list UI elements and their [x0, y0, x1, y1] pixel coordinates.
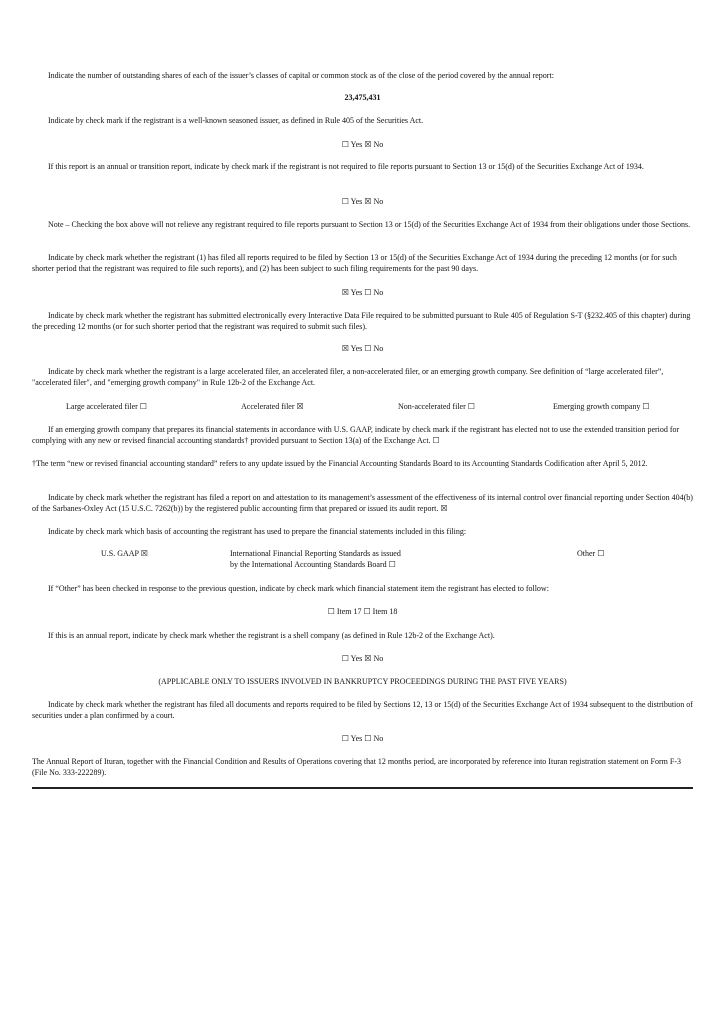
page-divider [32, 787, 693, 789]
us-gaap-option: U.S. GAAP ☒ [101, 549, 148, 558]
shell-company-answer: ☐ Yes ☒ No [341, 654, 384, 663]
wksi-answer: ☐ Yes ☒ No [341, 140, 384, 149]
wksi-question: Indicate by check mark if the registrant is a well-known seasoned issuer, as defined in Rule 405 of the Securities Act. [48, 116, 424, 125]
large-accelerated-filer-option: Large accelerated filer ☐ [66, 402, 147, 411]
interactive-data-answer: ☒ Yes ☐ No [341, 344, 384, 353]
ifrs-option [230, 548, 401, 570]
not-required-answer: ☐ Yes ☒ No [341, 197, 384, 206]
ifrs-option-line2: by the International Accounting Standards Board ☐ [230, 560, 396, 569]
note-paragraph: Note – Checking the box above will not relieve any registrant required to file reports pursuant to Section 13 or 15(d) of the Securities Exchange Act of 1934 from their obligations under those Sections. [48, 220, 691, 229]
filed-reports-question: Indicate by check mark whether the registrant (1) has filed all reports required to be filed by Section 13 or 15(d) of the Securities Exchange Act of 1934 during the preceding 12 months (or for such shorter period that the registrant was required to file such reports), and (2) has been subject to such filing requirements for the past 90 days. [32, 253, 677, 273]
footnote-paragraph: †The term “new or revised financial accounting standard” refers to any update issued by the Financial Accounting Standards Board to its Accounting Standards Codification after April 5, 2012. [32, 459, 648, 468]
item-election-answer: ☐ Item 17 ☐ Item 18 [327, 607, 398, 616]
other-basis-option: Other ☐ [577, 549, 605, 558]
ifrs-option-line1: International Financial Reporting Standards as issued [230, 549, 401, 558]
incorporation-paragraph: The Annual Report of Ituran, together with the Financial Condition and Results of Operations covering that 12 months period, are incorporated by reference into Ituran registration statement on Form F-3 (File No. 333-222289). [32, 757, 681, 777]
outstanding-shares-count: 23,475,431 [344, 93, 381, 102]
not-required-question: If this report is an annual or transition report, indicate by check mark if the registrant is not required to file reports pursuant to Section 13 or 15(d) of the Securities Exchange Act of 1934. [48, 162, 644, 171]
filed-reports-answer: ☒ Yes ☐ No [341, 288, 384, 297]
bankruptcy-answer: ☐ Yes ☐ No [341, 734, 384, 743]
filer-status-options [32, 401, 693, 425]
basis-question: Indicate by check mark which basis of accounting the registrant has used to prepare the financial statements included in this filing: [48, 527, 467, 536]
icfr-paragraph: Indicate by check mark whether the registrant has filed a report on and attestation to its management’s assessment of the effectiveness of its internal control over financial reporting under Section 404(b) of the Sarbanes-Oxley Act (15 U.S.C. 7262(b)) by the registered public accounting firm that prepared or issued its audit report. ☒ [32, 493, 693, 513]
bankruptcy-question: Indicate by check mark whether the registrant has filed all documents and reports required to be filed by Sections 12, 13 or 15(d) of the Securities Exchange Act of 1934 subsequent to the distribution of securities under a plan confirmed by a court. [32, 700, 693, 720]
item-election-question: If “Other” has been checked in response to the previous question, indicate by check mark which financial statement item the registrant has elected to follow: [48, 584, 549, 593]
shell-company-question: If this is an annual report, indicate by check mark whether the registrant is a shell company (as defined in Rule 12b-2 of the Exchange Act). [48, 631, 495, 640]
filer-status-question: Indicate by check mark whether the registrant is a large accelerated filer, an accelerated filer, a non-accelerated filer, or an emerging growth company. See definition of “large accelerated filer”, "accelerated filer", and "emerging growth company" in Rule 12b-2 of the Exchange Act. [32, 367, 664, 387]
bankruptcy-heading: (APPLICABLE ONLY TO ISSUERS INVOLVED IN BANKRUPTCY PROCEEDINGS DURING THE PAST FIVE YEARS) [158, 677, 567, 686]
interactive-data-question: Indicate by check mark whether the registrant has submitted electronically every Interactive Data File required to be submitted pursuant to Rule 405 of Regulation S-T (§232.405 of this chapter) during the preceding 12 months (or for such shorter period that the registrant was required to submit such files). [32, 311, 691, 331]
basis-options [32, 548, 693, 572]
egc-transition-paragraph: If an emerging growth company that prepares its financial statements in accordance with U.S. GAAP, indicate by check mark if the registrant has elected not to use the extended transition period for complying with any new or revised financial accounting standards† provided pursuant to Section 13(a) of the Exchange Act. ☐ [32, 425, 680, 445]
accelerated-filer-option: Accelerated filer ☒ [241, 402, 304, 411]
non-accelerated-filer-option: Non-accelerated filer ☐ [398, 402, 475, 411]
shares-question: Indicate the number of outstanding shares of each of the issuer’s classes of capital or common stock as of the close of the period covered by the annual report: [48, 71, 554, 80]
emerging-growth-company-option: Emerging growth company ☐ [553, 402, 650, 411]
